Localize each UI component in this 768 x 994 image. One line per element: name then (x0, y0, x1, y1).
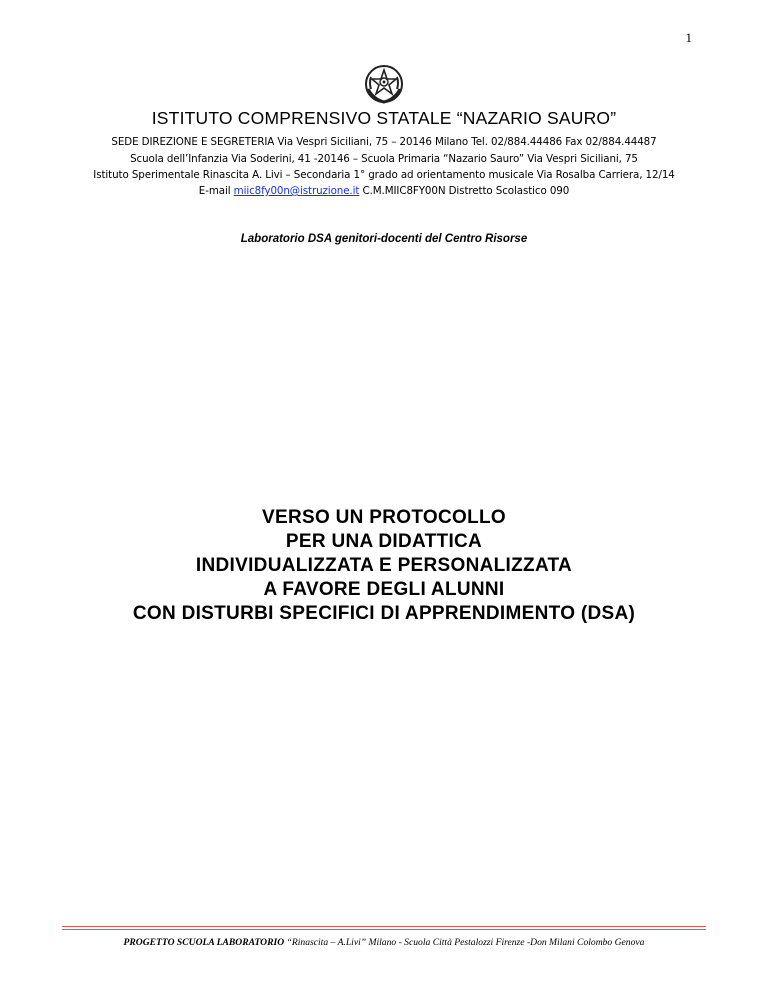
title-line: CON DISTURBI SPECIFICI DI APPRENDIMENTO (DSA) (132, 603, 636, 624)
school-code: C.M.MIIC8FY00N Distretto Scolastico 090 (359, 185, 570, 197)
footer-project-name: PROGETTO SCUOLA LABORATORIO (123, 937, 285, 948)
page-number: 1 (685, 30, 692, 45)
footer-divider (62, 926, 706, 927)
contact-line (0, 185, 768, 197)
italian-republic-emblem-icon (363, 63, 405, 105)
address-line-headquarters: SEDE DIREZIONE E SEGRETERIA Via Vespri Siciliani, 75 – 20146 Milano Tel. 02/884.44486 Fax 02/884.44487 (111, 136, 657, 148)
title-line: INDIVIDUALIZZATA E PERSONALIZZATA (195, 555, 573, 576)
laboratory-title: Laboratorio DSA genitori-docenti del Centro Risorse (240, 233, 528, 245)
institution-name: ISTITUTO COMPRENSIVO STATALE “NAZARIO SAURO” (151, 108, 617, 128)
footer-partners: “Rinascita – A.Livi” Milano - Scuola Città Pestalozzi Firenze -Don Milani Colombo Genova (284, 937, 645, 948)
title-line: A FAVORE DEGLI ALUNNI (263, 579, 505, 600)
address-line-experimental-institute: Istituto Sperimentale Rinascita A. Livi – Secondaria 1° grado ad orientamento musicale Via Rosalba Carriera, 12/14 (93, 169, 675, 181)
footer-divider (62, 929, 706, 930)
title-line: PER UNA DIDATTICA (285, 531, 483, 552)
email-link[interactable]: miic8fy00n@istruzione.it (233, 185, 360, 197)
title-line: VERSO UN PROTOCOLLO (262, 507, 506, 528)
page-footer (0, 937, 768, 948)
address-line-schools: Scuola dell’Infanzia Via Soderini, 41 -20146 – Scuola Primaria “Nazario Sauro” Via Vespri Siciliani, 75 (130, 153, 638, 165)
email-prefix: E-mail (198, 185, 234, 197)
document-title (0, 506, 768, 626)
